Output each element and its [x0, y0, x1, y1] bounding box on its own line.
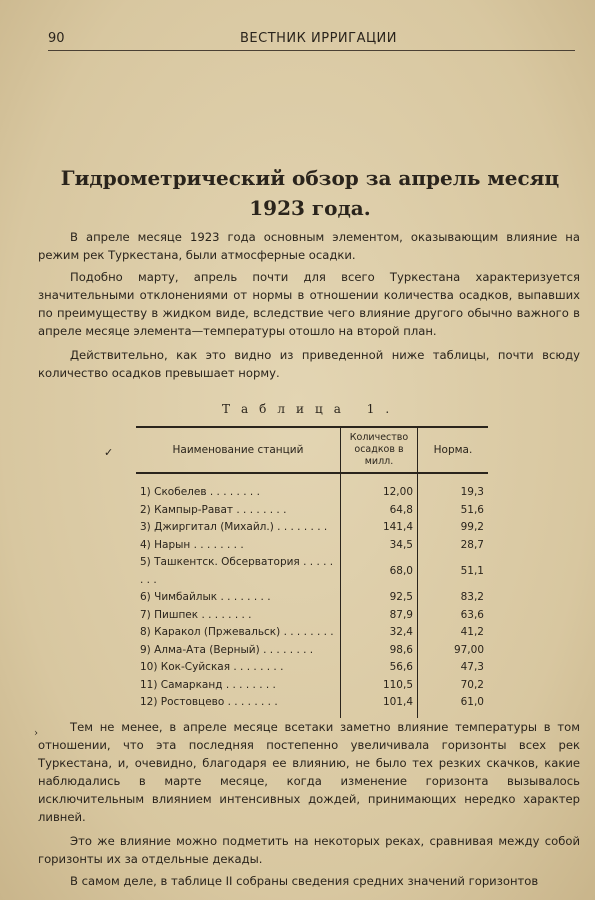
header-norm: Норма.: [418, 427, 489, 473]
norm-value: 61,0: [418, 694, 489, 718]
table-row: [136, 484, 488, 502]
precip-value: 87,9: [341, 607, 418, 625]
header-precip: Количество осадков в милл.: [341, 427, 418, 473]
station-name: 7) Пишпек . . .: [136, 607, 341, 625]
paragraph-3: Действительно, как это видно из приведенной ниже таблицы, почти всюду количество осадков превышает норму.: [38, 348, 580, 380]
norm-value: 97,00: [418, 642, 489, 660]
article-title: Гидрометрический обзор за апрель месяц 1923 года.: [60, 166, 560, 220]
station-name: 5) Ташкентск. Обсерватория . . .: [136, 554, 341, 589]
journal-title: ВЕСТНИК ИРРИГАЦИИ: [240, 31, 398, 46]
precip-value: 34,5: [341, 537, 418, 555]
table-header-row: [136, 427, 488, 473]
norm-value: 19,3: [418, 484, 489, 502]
paragraph-1: В апреле месяце 1923 года основным элементом, оказывающим влияние на режим рек Туркестана, были атмосферные осадки.: [38, 230, 580, 262]
table-row: [136, 502, 488, 520]
running-header: [48, 28, 575, 51]
paragraph-6: В самом деле, в таблице II собраны сведения средних значений горизонтов: [70, 874, 539, 888]
station-name: 10) Кок-Суйская . . .: [136, 659, 341, 677]
station-name: 11) Самарканд . . .: [136, 677, 341, 695]
table-row: [136, 659, 488, 677]
norm-value: 47,3: [418, 659, 489, 677]
precip-value: 101,4: [341, 694, 418, 718]
norm-value: 83,2: [418, 589, 489, 607]
station-name: 12) Ростовцево . . .: [136, 694, 341, 718]
precip-value: 56,6: [341, 659, 418, 677]
precip-value: 98,6: [341, 642, 418, 660]
station-name: 1) Скобелев . . .: [136, 484, 341, 502]
precip-value: 92,5: [341, 589, 418, 607]
table-row: [136, 694, 488, 718]
precip-value: 141,4: [341, 519, 418, 537]
table-row: [136, 589, 488, 607]
norm-value: 99,2: [418, 519, 489, 537]
table-row: [136, 607, 488, 625]
station-name: 2) Кампыр-Рават . . .: [136, 502, 341, 520]
precip-value: 110,5: [341, 677, 418, 695]
table-row: [136, 677, 488, 695]
norm-value: 51,1: [418, 554, 489, 589]
precip-value: 68,0: [341, 554, 418, 589]
header-station: Наименование станций: [136, 427, 341, 473]
precip-value: 32,4: [341, 624, 418, 642]
norm-value: 28,7: [418, 537, 489, 555]
station-name: 9) Алма-Ата (Верный) . . .: [136, 642, 341, 660]
station-name: 3) Джиргитал (Михайл.) . . .: [136, 519, 341, 537]
station-name: 4) Нарын . . .: [136, 537, 341, 555]
table-row: [136, 537, 488, 555]
table-row: [136, 519, 488, 537]
table-row: [136, 642, 488, 660]
margin-mark: ✓: [104, 446, 114, 459]
precipitation-table: [136, 426, 488, 718]
margin-mark-2: ›: [34, 728, 38, 739]
table-caption: Таблица 1.: [222, 402, 401, 416]
norm-value: 41,2: [418, 624, 489, 642]
norm-value: 70,2: [418, 677, 489, 695]
paragraph-2: Подобно марту, апрель почти для всего Туркестана характеризуется значительными отклонениями от нормы в отношении количества осадков, выпавших по преимуществу в жидком виде, вследствие чего влияние другого обычно важного в апреле месяце элемента—температуры отошло на второй план.: [38, 270, 580, 338]
norm-value: 51,6: [418, 502, 489, 520]
paragraph-5: Это же влияние можно подметить на некоторых реках, сравнивая между собой горизонты их за отдельные декады.: [38, 834, 580, 866]
precip-value: 12,00: [341, 484, 418, 502]
paragraph-4: Тем не менее, в апреле месяце всетаки заметно влияние температуры в том отношении, что эта последняя постепенно увеличивала горизонты всех рек Туркестана, и, очевидно, благодаря ее влиянию, не было тех резких скачков, какие наблюдались в марте месяце, когда изменение горизонта вызывалось исключительным влиянием интенсивных дождей, принимающих нередко характер ливней.: [38, 720, 580, 824]
table-row: [136, 624, 488, 642]
page-number: 90: [48, 31, 65, 46]
precip-value: 64,8: [341, 502, 418, 520]
table-row: [136, 554, 488, 589]
station-name: 8) Каракол (Пржевальск) . . .: [136, 624, 341, 642]
norm-value: 63,6: [418, 607, 489, 625]
station-name: 6) Чимбайлык . . .: [136, 589, 341, 607]
